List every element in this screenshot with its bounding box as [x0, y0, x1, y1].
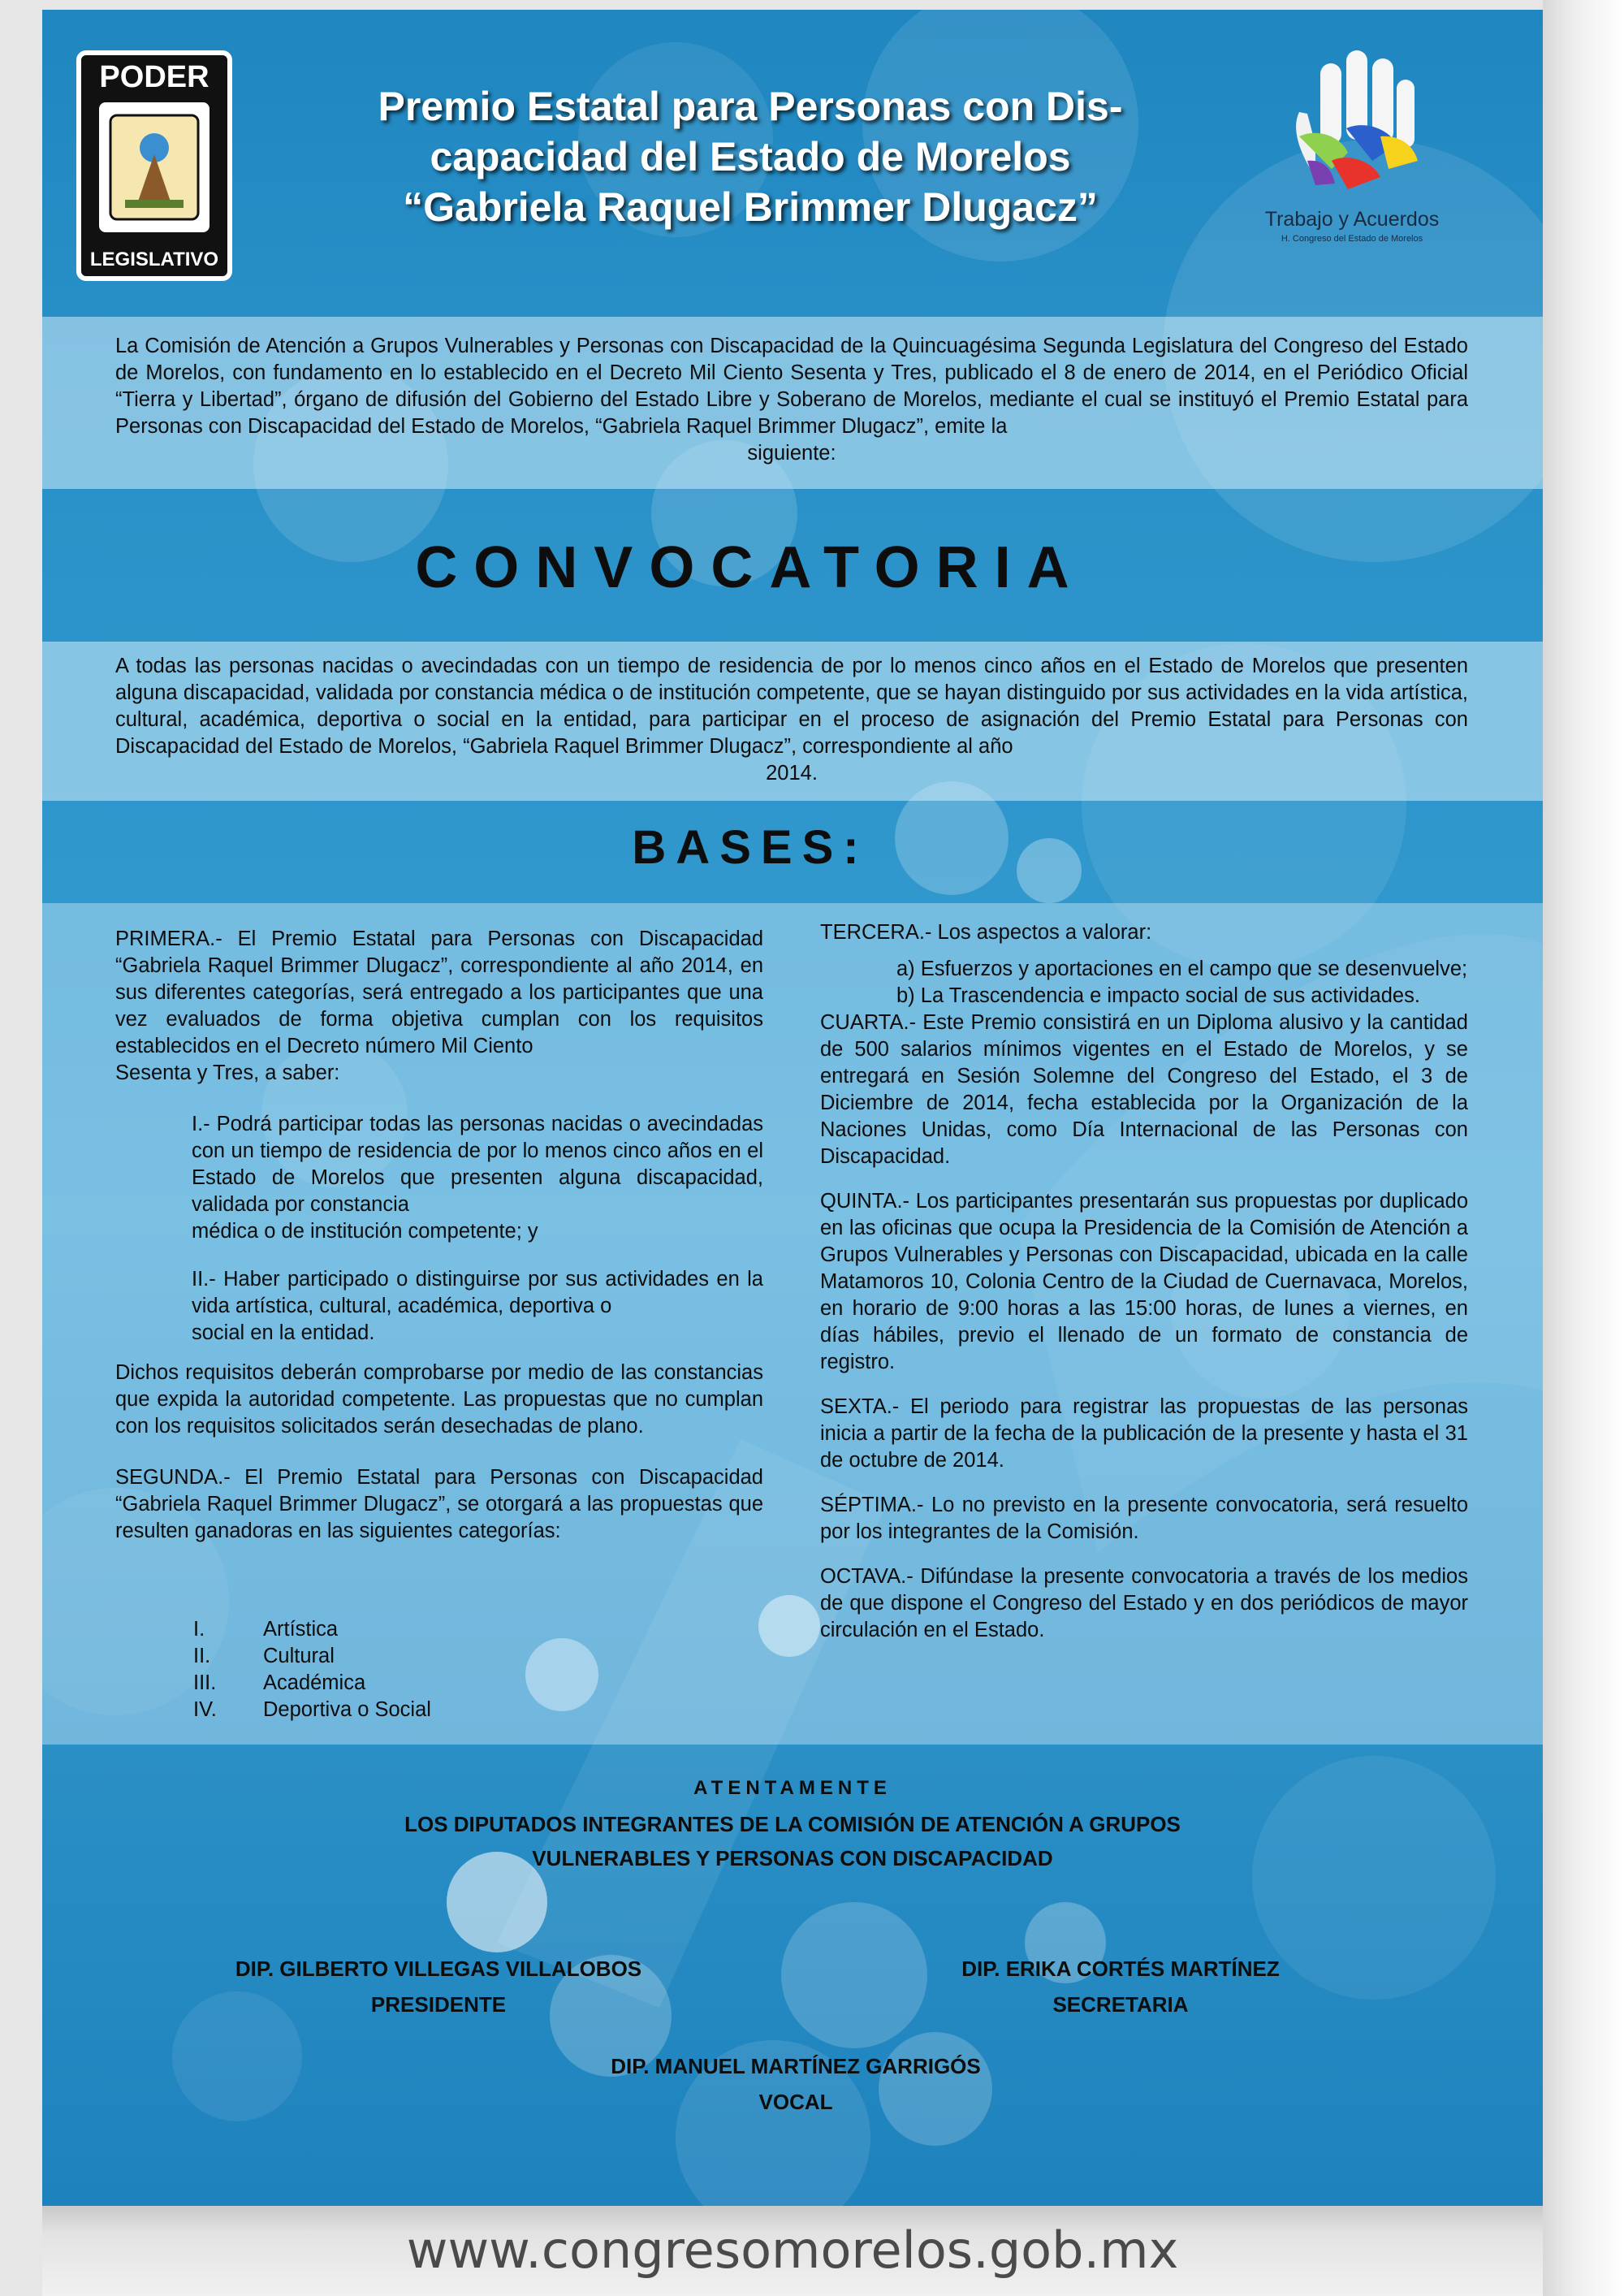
base-primera	[115, 926, 763, 1087]
convocatoria-heading: CONVOCATORIA	[415, 535, 1086, 600]
poder-legislativo-logo	[76, 50, 232, 281]
convocatoria-text: A todas las personas nacidas o avecindadas con un tiempo de residencia de por lo menos cinco años en el Estado de Morelos que presenten alguna discapacidad, validada por constancia médica o de institución competente, que se hayan distinguido por sus actividades en la vida artística, cultural, académica, deportiva o social en la entidad, para participar en el proceso de asignación del Premio Estatal para Personas con Discapacidad del Estado de Morelos, “Gabriela Raquel Brimmer Dlugacz”, correspondiente al año	[115, 655, 1468, 758]
tercera-item-a: a) Esfuerzos y aportaciones en el campo que se desenvuelve;	[896, 958, 1468, 980]
req2-end: social en la entidad.	[192, 1321, 375, 1344]
category-num: IV.	[193, 1698, 217, 1721]
base-tercera: TERCERA.- Los aspectos a valorar:	[820, 921, 1152, 944]
category-label: Artística	[263, 1618, 339, 1641]
base-segunda: SEGUNDA.- El Premio Estatal para Personas con Discapacidad “Gabriela Raquel Brimmer Dlugacz”, se otorgará a las propuestas que resulten ganadoras en las siguientes categorías:	[115, 1466, 763, 1542]
logo-right-caption: Trabajo y Acuerdos	[1264, 208, 1440, 231]
presidente-name: DIP. GILBERTO VILLEGAS VILLALOBOS	[235, 1957, 642, 1981]
category-num: III.	[193, 1671, 217, 1694]
logo-left-top-text: PODER	[99, 60, 209, 94]
intro-text: La Comisión de Atención a Grupos Vulnerables y Personas con Discapacidad de la Quincuagésima Segunda Legislatura del Congreso del Estado de Morelos, con fundamento en lo establecido en el Decreto Mil Ciento Sesenta y Tres, publicado el 8 de enero de 2014, en el Periódico Oficial “Tierra y Libertad”, órgano de difusión del Gobierno del Estado Libre y Soberano de Morelos, mediante el cual se instituyó el Premio Estatal para Personas con Discapacidad del Estado de Morelos, “Gabriela Raquel Brimmer Dlugacz”, emite la	[115, 335, 1468, 438]
category-label: Deportiva o Social	[263, 1698, 431, 1721]
title-line-2: capacidad del Estado de Morelos	[430, 134, 1071, 179]
tercera-item-b: b) La Trascendencia e impacto social de sus actividades.	[896, 984, 1420, 1007]
secretaria-role: SECRETARIA	[1052, 1992, 1189, 2017]
category-num: II.	[193, 1645, 211, 1667]
footer-bar	[42, 2206, 1543, 2296]
trabajo-acuerdos-logo	[1250, 39, 1453, 266]
convocatoria-end: 2014.	[766, 762, 818, 785]
base-sexta: SEXTA.- El periodo para registrar las propuestas de las personas inicia a partir de la fecha de la publicación de la presente y hasta el 31 de octubre de 2014.	[820, 1395, 1468, 1472]
intro-end: siguiente:	[747, 442, 836, 465]
vocal-role: VOCAL	[758, 2090, 833, 2114]
bases-right-column	[820, 919, 1468, 1644]
colorful-hand-icon	[1250, 39, 1453, 210]
poster-title	[276, 81, 1224, 232]
bases-heading: BASES:	[632, 821, 869, 874]
base-septima: SÉPTIMA.- Lo no previsto en la presente convocatoria, será resuelto por los integrantes de la Comisión.	[820, 1494, 1468, 1543]
requirement-2	[192, 1266, 763, 1347]
requisitos-note: Dichos requisitos deberán comprobarse por medio de las constancias que expida la autoridad competente. Las propuestas que no cumplan con los requisitos solicitados serán desechadas de plano.	[115, 1361, 763, 1438]
category-label: Académica	[263, 1671, 366, 1694]
vocal-name: DIP. MANUEL MARTÍNEZ GARRIGÓS	[611, 2054, 981, 2078]
req2-text: II.- Haber participado o distinguirse por sus actividades en la vida artística, cultural, académica, deportiva o	[192, 1268, 763, 1317]
base-cuarta: CUARTA.- Este Premio consistirá en un Diploma alusivo y la cantidad de 500 salarios mínimos vigentes en el Estado de Morelos, y se entregará en Sesión Solemne del Congreso del Estado, el 3 de Diciembre de 2014, fecha establecida por la Organización de la Naciones Unidas, como Día Internacional de las Personas con Discapacidad.	[820, 1011, 1468, 1168]
title-line-1: Premio Estatal para Personas con Dis-	[378, 84, 1123, 129]
convocatoria-paragraph	[115, 653, 1468, 787]
title-line-3: “Gabriela Raquel Brimmer Dlugacz”	[403, 184, 1098, 230]
state-seal-icon	[94, 97, 214, 237]
base-quinta: QUINTA.- Los participantes presentarán sus propuestas por duplicado en las oficinas que ocupa la Presidencia de la Comisión de Atención a Grupos Vulnerables y Personas con Discapacidad, ubicada en la calle Matamoros 10, Colonia Centro de la Ciudad de Cuernavaca, Morelos, en horario de 9:00 horas a las 15:00 horas, de lunes a viernes, en días hábiles, previo el llenado de un formato de constancia de registro.	[820, 1190, 1468, 1373]
primera-end: Sesenta y Tres, a saber:	[115, 1062, 340, 1084]
category-label: Cultural	[263, 1645, 335, 1667]
viewer-scroll-margin	[1543, 0, 1624, 2296]
primera-text: PRIMERA.- El Premio Estatal para Personas con Discapacidad “Gabriela Raquel Brimmer Dlugacz”, correspondiente al año 2014, en sus diferentes categorías, será entregado a los participantes que una vez evaluados de forma objetiva cumplan con los requisitos establecidos en el Decreto número Mil Ciento	[115, 927, 763, 1057]
logo-left-bottom-text: LEGISLATIVO	[89, 249, 219, 270]
intro-paragraph	[115, 333, 1468, 467]
footer-url[interactable]: www.congresomorelos.gob.mx	[406, 2220, 1179, 2280]
base-octava: OCTAVA.- Difúndase la presente convocatoria a través de los medios de que dispone el Congreso del Estado y en dos periódicos de mayor circulación en el Estado.	[820, 1565, 1468, 1641]
atentamente-label: ATENTAMENTE	[693, 1777, 892, 1799]
secretaria-name: DIP. ERIKA CORTÉS MARTÍNEZ	[961, 1957, 1280, 1981]
bases-left-column	[115, 926, 763, 1545]
category-num: I.	[193, 1618, 205, 1641]
presidente-role: PRESIDENTE	[370, 1992, 507, 2017]
req1-text: I.- Podrá participar todas las personas nacidas o avecindadas con un tiempo de residencia de por lo menos cinco años en el Estado de Morelos que presenten alguna discapacidad, validada por constancia	[192, 1113, 763, 1216]
committee-line-2: VULNERABLES Y PERSONAS CON DISCAPACIDAD	[532, 1846, 1053, 1870]
req1-end: médica o de institución competente; y	[192, 1220, 538, 1243]
committee-line-1: LOS DIPUTADOS INTEGRANTES DE LA COMISIÓN DE ATENCIÓN A GRUPOS	[404, 1812, 1181, 1836]
logo-right-subcaption: H. Congreso del Estado de Morelos	[1281, 234, 1423, 244]
requirement-1	[192, 1111, 763, 1245]
